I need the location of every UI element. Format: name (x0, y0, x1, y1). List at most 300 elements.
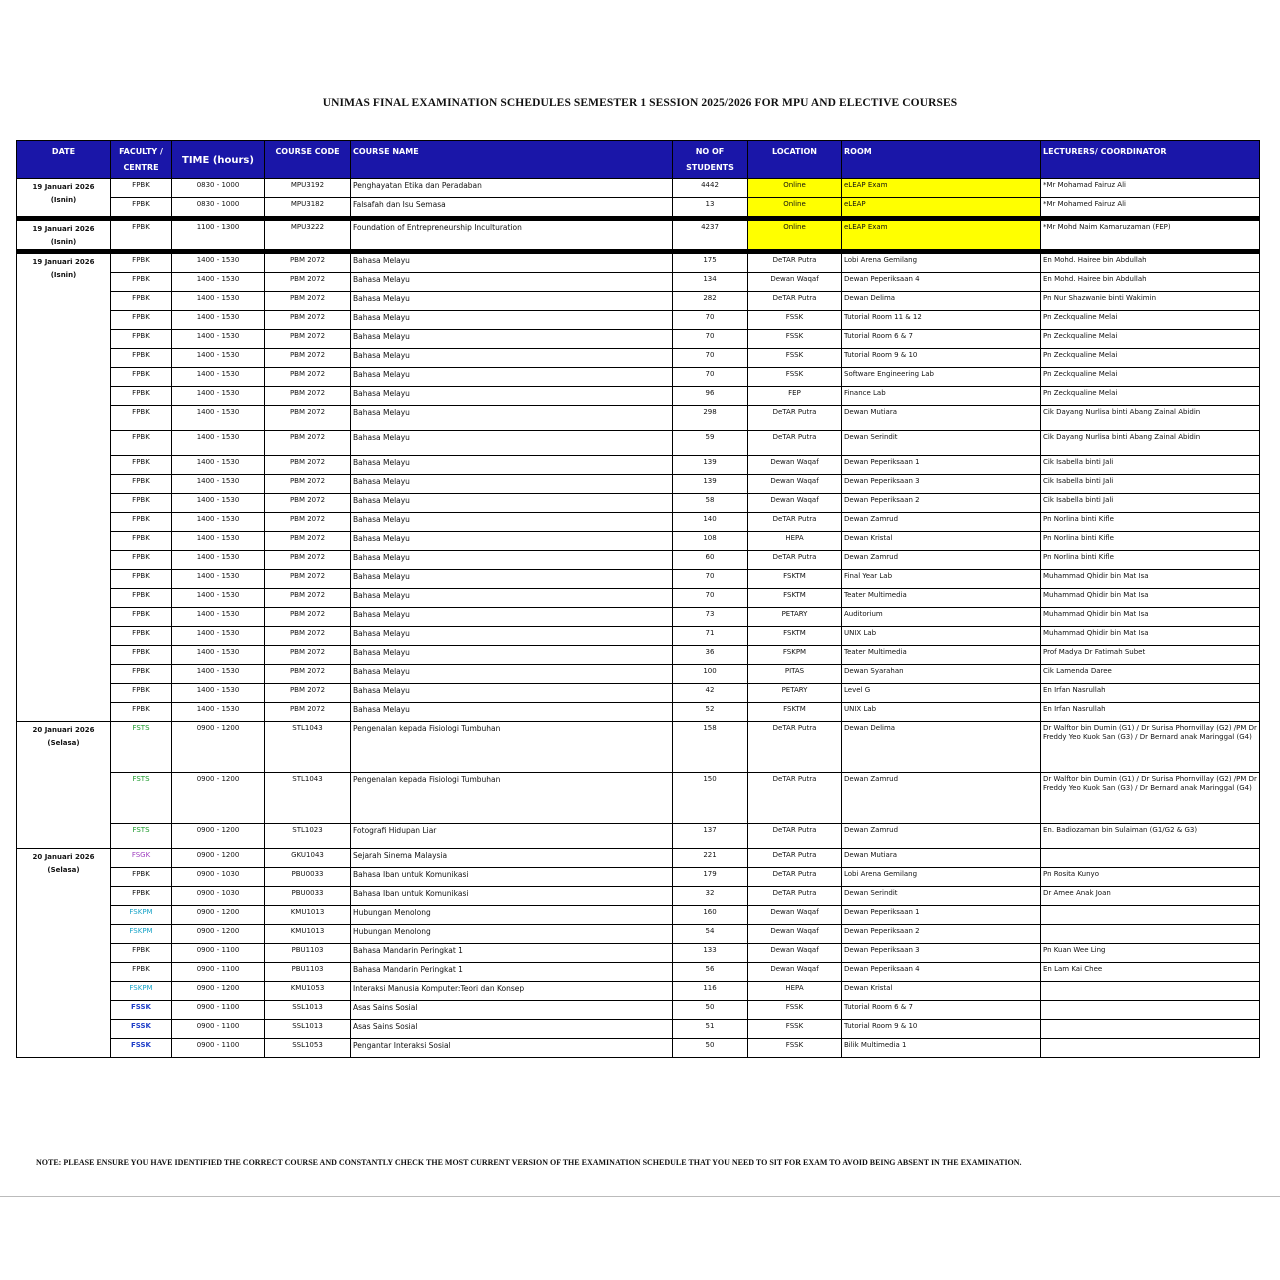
time-cell: 1400 - 1530 (172, 494, 265, 513)
table-row (17, 982, 1260, 1001)
students-cell: 96 (673, 387, 748, 406)
course-name-cell: Falsafah dan Isu Semasa (351, 198, 673, 217)
location-cell: FSKPM (748, 646, 842, 665)
location-cell: FSSK (748, 1001, 842, 1020)
location-cell: FSKTM (748, 703, 842, 722)
course-code-cell: PBM 2072 (265, 589, 351, 608)
course-code-cell: PBM 2072 (265, 703, 351, 722)
location-cell: DeTAR Putra (748, 849, 842, 868)
lecturer-cell: Cik Dayang Nurlisa binti Abang Zainal Abidin (1041, 406, 1260, 431)
students-cell: 70 (673, 589, 748, 608)
room-cell: Dewan Delima (842, 292, 1041, 311)
lecturer-cell: *Mr Mohamed Fairuz Ali (1041, 198, 1260, 217)
room-cell: Software Engineering Lab (842, 368, 1041, 387)
room-cell: Dewan Delima (842, 722, 1041, 773)
course-code-cell: PBM 2072 (265, 532, 351, 551)
course-code-cell: PBM 2072 (265, 368, 351, 387)
room-cell: Dewan Peperiksaan 4 (842, 273, 1041, 292)
table-row (17, 824, 1260, 849)
room-cell: Auditorium (842, 608, 1041, 627)
lecturer-cell: *Mr Mohd Naim Kamaruzaman (FEP) (1041, 221, 1260, 250)
course-code-cell: PBM 2072 (265, 456, 351, 475)
course-code-cell: PBM 2072 (265, 646, 351, 665)
header-course-code: COURSE CODE (265, 141, 351, 179)
course-code-cell: PBM 2072 (265, 349, 351, 368)
students-cell: 150 (673, 773, 748, 824)
room-cell: Dewan Serindit (842, 887, 1041, 906)
students-cell: 158 (673, 722, 748, 773)
footer-note: NOTE: PLEASE ENSURE YOU HAVE IDENTIFIED THE CORRECT COURSE AND CONSTANTLY CHECK THE MOST CURRENT VERSION OF THE EXAMINATION SCHEDULE THAT YOU NEED TO SIT FOR EXAM TO AVOID BEING ABSENT IN THE EXAMINATION. (36, 1158, 1022, 1167)
table-row (17, 849, 1260, 868)
course-code-cell: SSL1013 (265, 1001, 351, 1020)
students-cell: 36 (673, 646, 748, 665)
students-cell: 59 (673, 431, 748, 456)
location-cell: DeTAR Putra (748, 513, 842, 532)
room-cell: Tutorial Room 6 & 7 (842, 1001, 1041, 1020)
course-code-cell: PBU1103 (265, 963, 351, 982)
students-cell: 13 (673, 198, 748, 217)
time-cell: 1400 - 1530 (172, 703, 265, 722)
location-cell: DeTAR Putra (748, 431, 842, 456)
course-name-cell: Penghayatan Etika dan Peradaban (351, 179, 673, 198)
course-name-cell: Hubungan Menolong (351, 906, 673, 925)
faculty-cell: FPBK (111, 311, 172, 330)
room-cell: Finance Lab (842, 387, 1041, 406)
location-cell: Online (748, 179, 842, 198)
students-cell: 51 (673, 1020, 748, 1039)
table-header-row (17, 141, 1260, 179)
time-cell: 0830 - 1000 (172, 179, 265, 198)
faculty-cell: FPBK (111, 349, 172, 368)
date-cell: 19 Januari 2026 (Isnin) (17, 221, 111, 250)
students-cell: 139 (673, 456, 748, 475)
course-name-cell: Bahasa Melayu (351, 387, 673, 406)
header-lecturers: LECTURERS/ COORDINATOR (1041, 141, 1260, 179)
faculty-cell: FPBK (111, 387, 172, 406)
time-cell: 0900 - 1200 (172, 925, 265, 944)
table-row (17, 254, 1260, 273)
time-cell: 1400 - 1530 (172, 570, 265, 589)
table-row (17, 773, 1260, 824)
table-row (17, 431, 1260, 456)
course-code-cell: PBM 2072 (265, 475, 351, 494)
time-cell: 1400 - 1530 (172, 627, 265, 646)
room-cell: Dewan Zamrud (842, 824, 1041, 849)
location-cell: FSSK (748, 1039, 842, 1058)
room-cell: Tutorial Room 9 & 10 (842, 349, 1041, 368)
room-cell: Final Year Lab (842, 570, 1041, 589)
room-cell: Dewan Zamrud (842, 773, 1041, 824)
time-cell: 1400 - 1530 (172, 273, 265, 292)
table-row (17, 589, 1260, 608)
room-cell: Dewan Kristal (842, 982, 1041, 1001)
time-cell: 1400 - 1530 (172, 406, 265, 431)
location-cell: DeTAR Putra (748, 406, 842, 431)
faculty-cell: FPBK (111, 868, 172, 887)
lecturer-cell: Pn Zeckqualine Melai (1041, 330, 1260, 349)
time-cell: 1400 - 1530 (172, 551, 265, 570)
course-code-cell: PBM 2072 (265, 665, 351, 684)
location-cell: Dewan Waqaf (748, 273, 842, 292)
students-cell: 71 (673, 627, 748, 646)
room-cell: Dewan Zamrud (842, 513, 1041, 532)
date-cell: 20 Januari 2026 (Selasa) (17, 849, 111, 1058)
faculty-cell: FSSK (111, 1039, 172, 1058)
room-cell: Dewan Peperiksaan 2 (842, 925, 1041, 944)
table-row (17, 868, 1260, 887)
course-name-cell: Bahasa Melayu (351, 368, 673, 387)
location-cell: Dewan Waqaf (748, 906, 842, 925)
course-code-cell: PBM 2072 (265, 494, 351, 513)
students-cell: 70 (673, 330, 748, 349)
time-cell: 0900 - 1200 (172, 824, 265, 849)
students-cell: 4442 (673, 179, 748, 198)
course-name-cell: Bahasa Mandarin Peringkat 1 (351, 963, 673, 982)
course-code-cell: PBM 2072 (265, 570, 351, 589)
location-cell: FSSK (748, 368, 842, 387)
location-cell: PETARY (748, 608, 842, 627)
time-cell: 0900 - 1100 (172, 1020, 265, 1039)
room-cell: Tutorial Room 11 & 12 (842, 311, 1041, 330)
time-cell: 1400 - 1530 (172, 387, 265, 406)
time-cell: 1400 - 1530 (172, 431, 265, 456)
lecturer-cell (1041, 849, 1260, 868)
course-name-cell: Bahasa Melayu (351, 570, 673, 589)
time-cell: 0900 - 1200 (172, 773, 265, 824)
header-time: TIME (hours) (172, 141, 265, 179)
faculty-cell: FPBK (111, 551, 172, 570)
table-row (17, 1020, 1260, 1039)
time-cell: 1400 - 1530 (172, 254, 265, 273)
students-cell: 60 (673, 551, 748, 570)
students-cell: 116 (673, 982, 748, 1001)
lecturer-cell: En Mohd. Hairee bin Abdullah (1041, 273, 1260, 292)
course-name-cell: Interaksi Manusia Komputer:Teori dan Konsep (351, 982, 673, 1001)
room-cell: UNIX Lab (842, 703, 1041, 722)
course-name-cell: Bahasa Melayu (351, 703, 673, 722)
time-cell: 0900 - 1200 (172, 722, 265, 773)
course-name-cell: Bahasa Melayu (351, 273, 673, 292)
location-cell: DeTAR Putra (748, 292, 842, 311)
time-cell: 1400 - 1530 (172, 513, 265, 532)
table-row (17, 703, 1260, 722)
faculty-cell: FPBK (111, 198, 172, 217)
lecturer-cell: Pn Nur Shazwanie binti Wakimin (1041, 292, 1260, 311)
room-cell: Bilik Multimedia 1 (842, 1039, 1041, 1058)
course-code-cell: MPU3182 (265, 198, 351, 217)
lecturer-cell: Dr Walftor bin Dumin (G1) / Dr Surisa Phornvillay (G2) /PM Dr Freddy Yeo Kuok San (G3) / Dr Bernard anak Maringgal (G4) (1041, 722, 1260, 773)
faculty-cell: FPBK (111, 456, 172, 475)
table-row (17, 221, 1260, 250)
date-cell: 19 Januari 2026 (Isnin) (17, 254, 111, 722)
faculty-cell: FPBK (111, 292, 172, 311)
course-code-cell: PBM 2072 (265, 330, 351, 349)
room-cell: Tutorial Room 6 & 7 (842, 330, 1041, 349)
header-location: LOCATION (748, 141, 842, 179)
time-cell: 1400 - 1530 (172, 646, 265, 665)
course-name-cell: Asas Sains Sosial (351, 1001, 673, 1020)
course-code-cell: SSL1053 (265, 1039, 351, 1058)
time-cell: 0900 - 1100 (172, 944, 265, 963)
room-cell: eLEAP Exam (842, 179, 1041, 198)
faculty-cell: FSTS (111, 824, 172, 849)
students-cell: 50 (673, 1039, 748, 1058)
students-cell: 175 (673, 254, 748, 273)
header-date: DATE (17, 141, 111, 179)
students-cell: 73 (673, 608, 748, 627)
date-cell: 19 Januari 2026 (Isnin) (17, 179, 111, 217)
faculty-cell: FPBK (111, 273, 172, 292)
students-cell: 50 (673, 1001, 748, 1020)
faculty-cell: FPBK (111, 646, 172, 665)
lecturer-cell: Cik Lamenda Daree (1041, 665, 1260, 684)
students-cell: 54 (673, 925, 748, 944)
faculty-cell: FPBK (111, 494, 172, 513)
location-cell: PETARY (748, 684, 842, 703)
location-cell: DeTAR Putra (748, 868, 842, 887)
header-faculty: FACULTY / CENTRE (111, 141, 172, 179)
students-cell: 134 (673, 273, 748, 292)
time-cell: 1400 - 1530 (172, 349, 265, 368)
table-row (17, 368, 1260, 387)
table-row (17, 475, 1260, 494)
course-code-cell: KMU1013 (265, 925, 351, 944)
table-row (17, 1039, 1260, 1058)
course-code-cell: SSL1013 (265, 1020, 351, 1039)
students-cell: 70 (673, 368, 748, 387)
time-cell: 0900 - 1030 (172, 887, 265, 906)
lecturer-cell: Pn Zeckqualine Melai (1041, 311, 1260, 330)
course-code-cell: PBU0033 (265, 868, 351, 887)
faculty-cell: FSTS (111, 773, 172, 824)
time-cell: 0900 - 1030 (172, 868, 265, 887)
header-no-of-students: NO OF STUDENTS (673, 141, 748, 179)
location-cell: FSSK (748, 349, 842, 368)
location-cell: Online (748, 198, 842, 217)
lecturer-cell: Cik Dayang Nurlisa binti Abang Zainal Abidin (1041, 431, 1260, 456)
table-body (17, 179, 1260, 1058)
table-row (17, 646, 1260, 665)
room-cell: Dewan Peperiksaan 2 (842, 494, 1041, 513)
course-name-cell: Bahasa Iban untuk Komunikasi (351, 887, 673, 906)
course-name-cell: Fotografi Hidupan Liar (351, 824, 673, 849)
faculty-cell: FPBK (111, 589, 172, 608)
students-cell: 70 (673, 349, 748, 368)
course-code-cell: PBM 2072 (265, 387, 351, 406)
students-cell: 282 (673, 292, 748, 311)
lecturer-cell: En Irfan Nasrullah (1041, 684, 1260, 703)
students-cell: 140 (673, 513, 748, 532)
students-cell: 70 (673, 311, 748, 330)
location-cell: Dewan Waqaf (748, 925, 842, 944)
course-name-cell: Bahasa Melayu (351, 627, 673, 646)
location-cell: FSSK (748, 330, 842, 349)
faculty-cell: FPBK (111, 475, 172, 494)
time-cell: 1400 - 1530 (172, 292, 265, 311)
lecturer-cell: En. Badiozaman bin Sulaiman (G1/G2 & G3) (1041, 824, 1260, 849)
faculty-cell: FPBK (111, 532, 172, 551)
room-cell: UNIX Lab (842, 627, 1041, 646)
room-cell: Dewan Peperiksaan 1 (842, 906, 1041, 925)
table-row (17, 273, 1260, 292)
location-cell: PITAS (748, 665, 842, 684)
students-cell: 108 (673, 532, 748, 551)
course-code-cell: STL1043 (265, 722, 351, 773)
course-name-cell: Asas Sains Sosial (351, 1020, 673, 1039)
course-name-cell: Bahasa Melayu (351, 431, 673, 456)
time-cell: 1400 - 1530 (172, 330, 265, 349)
time-cell: 1400 - 1530 (172, 665, 265, 684)
course-name-cell: Bahasa Melayu (351, 292, 673, 311)
students-cell: 137 (673, 824, 748, 849)
course-name-cell: Bahasa Melayu (351, 532, 673, 551)
faculty-cell: FPBK (111, 684, 172, 703)
course-name-cell: Bahasa Melayu (351, 456, 673, 475)
room-cell: Dewan Kristal (842, 532, 1041, 551)
table-row (17, 570, 1260, 589)
faculty-cell: FSSK (111, 1020, 172, 1039)
lecturer-cell: Pn Norlina binti Kifle (1041, 551, 1260, 570)
table-row (17, 944, 1260, 963)
course-name-cell: Foundation of Entrepreneurship Inculturation (351, 221, 673, 250)
location-cell: DeTAR Putra (748, 887, 842, 906)
lecturer-cell: Pn Zeckqualine Melai (1041, 349, 1260, 368)
room-cell: Dewan Syarahan (842, 665, 1041, 684)
faculty-cell: FPBK (111, 627, 172, 646)
faculty-cell: FPBK (111, 368, 172, 387)
time-cell: 1400 - 1530 (172, 311, 265, 330)
table-row (17, 494, 1260, 513)
course-name-cell: Bahasa Melayu (351, 311, 673, 330)
table-row (17, 684, 1260, 703)
faculty-cell: FPBK (111, 513, 172, 532)
course-name-cell: Sejarah Sinema Malaysia (351, 849, 673, 868)
faculty-cell: FPBK (111, 221, 172, 250)
course-name-cell: Bahasa Melayu (351, 254, 673, 273)
faculty-cell: FPBK (111, 944, 172, 963)
location-cell: FSKTM (748, 627, 842, 646)
course-name-cell: Bahasa Melayu (351, 406, 673, 431)
time-cell: 0900 - 1100 (172, 1039, 265, 1058)
location-cell: DeTAR Putra (748, 551, 842, 570)
lecturer-cell: En Irfan Nasrullah (1041, 703, 1260, 722)
course-code-cell: MPU3222 (265, 221, 351, 250)
location-cell: FSSK (748, 1020, 842, 1039)
students-cell: 4237 (673, 221, 748, 250)
time-cell: 0900 - 1200 (172, 982, 265, 1001)
course-name-cell: Bahasa Melayu (351, 551, 673, 570)
time-cell: 1400 - 1530 (172, 684, 265, 703)
lecturer-cell: Prof Madya Dr Fatimah Subet (1041, 646, 1260, 665)
table-row (17, 722, 1260, 773)
lecturer-cell (1041, 1020, 1260, 1039)
faculty-cell: FPBK (111, 179, 172, 198)
exam-schedule-table (16, 140, 1260, 1058)
lecturer-cell: Cik Isabella binti Jali (1041, 494, 1260, 513)
faculty-cell: FSKPM (111, 925, 172, 944)
time-cell: 1400 - 1530 (172, 368, 265, 387)
course-name-cell: Bahasa Melayu (351, 608, 673, 627)
course-code-cell: PBM 2072 (265, 311, 351, 330)
time-cell: 1400 - 1530 (172, 589, 265, 608)
course-code-cell: KMU1053 (265, 982, 351, 1001)
table-row (17, 513, 1260, 532)
location-cell: FEP (748, 387, 842, 406)
lecturer-cell (1041, 1001, 1260, 1020)
lecturer-cell: En Lam Kai Chee (1041, 963, 1260, 982)
lecturer-cell: Pn Norlina binti Kifle (1041, 532, 1260, 551)
time-cell: 0900 - 1200 (172, 906, 265, 925)
course-code-cell: PBM 2072 (265, 292, 351, 311)
lecturer-cell: Muhammad Qhidir bin Mat Isa (1041, 570, 1260, 589)
students-cell: 298 (673, 406, 748, 431)
table-row (17, 387, 1260, 406)
table-row (17, 906, 1260, 925)
course-name-cell: Bahasa Melayu (351, 665, 673, 684)
time-cell: 1400 - 1530 (172, 456, 265, 475)
lecturer-cell: Pn Rosita Kunyo (1041, 868, 1260, 887)
faculty-cell: FPBK (111, 887, 172, 906)
students-cell: 221 (673, 849, 748, 868)
room-cell: Dewan Serindit (842, 431, 1041, 456)
course-name-cell: Bahasa Melayu (351, 475, 673, 494)
table-row (17, 198, 1260, 217)
time-cell: 0900 - 1200 (172, 849, 265, 868)
course-name-cell: Hubungan Menolong (351, 925, 673, 944)
location-cell: FSSK (748, 311, 842, 330)
time-cell: 0830 - 1000 (172, 198, 265, 217)
students-cell: 58 (673, 494, 748, 513)
course-code-cell: MPU3192 (265, 179, 351, 198)
table-row (17, 179, 1260, 198)
faculty-cell: FSGK (111, 849, 172, 868)
lecturer-cell (1041, 925, 1260, 944)
lecturer-cell: Muhammad Qhidir bin Mat Isa (1041, 608, 1260, 627)
time-cell: 0900 - 1100 (172, 963, 265, 982)
room-cell: Level G (842, 684, 1041, 703)
time-cell: 1100 - 1300 (172, 221, 265, 250)
header-course-name: COURSE NAME (351, 141, 673, 179)
date-cell: 20 Januari 2026 (Selasa) (17, 722, 111, 849)
time-cell: 1400 - 1530 (172, 475, 265, 494)
faculty-cell: FSKPM (111, 982, 172, 1001)
page-divider (0, 1196, 1280, 1197)
faculty-cell: FSTS (111, 722, 172, 773)
document-title: UNIMAS FINAL EXAMINATION SCHEDULES SEMESTER 1 SESSION 2025/2026 FOR MPU AND ELECTIVE COURSES (322, 97, 958, 109)
lecturer-cell: *Mr Mohamad Fairuz Ali (1041, 179, 1260, 198)
lecturer-cell: Cik Isabella binti Jali (1041, 475, 1260, 494)
time-cell: 1400 - 1530 (172, 532, 265, 551)
faculty-cell: FSKPM (111, 906, 172, 925)
course-code-cell: PBM 2072 (265, 551, 351, 570)
course-name-cell: Bahasa Melayu (351, 646, 673, 665)
course-code-cell: PBM 2072 (265, 254, 351, 273)
location-cell: FSKTM (748, 589, 842, 608)
table-row (17, 551, 1260, 570)
course-code-cell: PBM 2072 (265, 513, 351, 532)
course-name-cell: Bahasa Melayu (351, 330, 673, 349)
table-row (17, 349, 1260, 368)
course-name-cell: Bahasa Melayu (351, 513, 673, 532)
course-name-cell: Bahasa Mandarin Peringkat 1 (351, 944, 673, 963)
table-row (17, 330, 1260, 349)
room-cell: Teater Multimedia (842, 646, 1041, 665)
course-code-cell: PBU0033 (265, 887, 351, 906)
course-code-cell: GKU1043 (265, 849, 351, 868)
table-row (17, 292, 1260, 311)
table-row (17, 406, 1260, 431)
course-name-cell: Bahasa Melayu (351, 494, 673, 513)
